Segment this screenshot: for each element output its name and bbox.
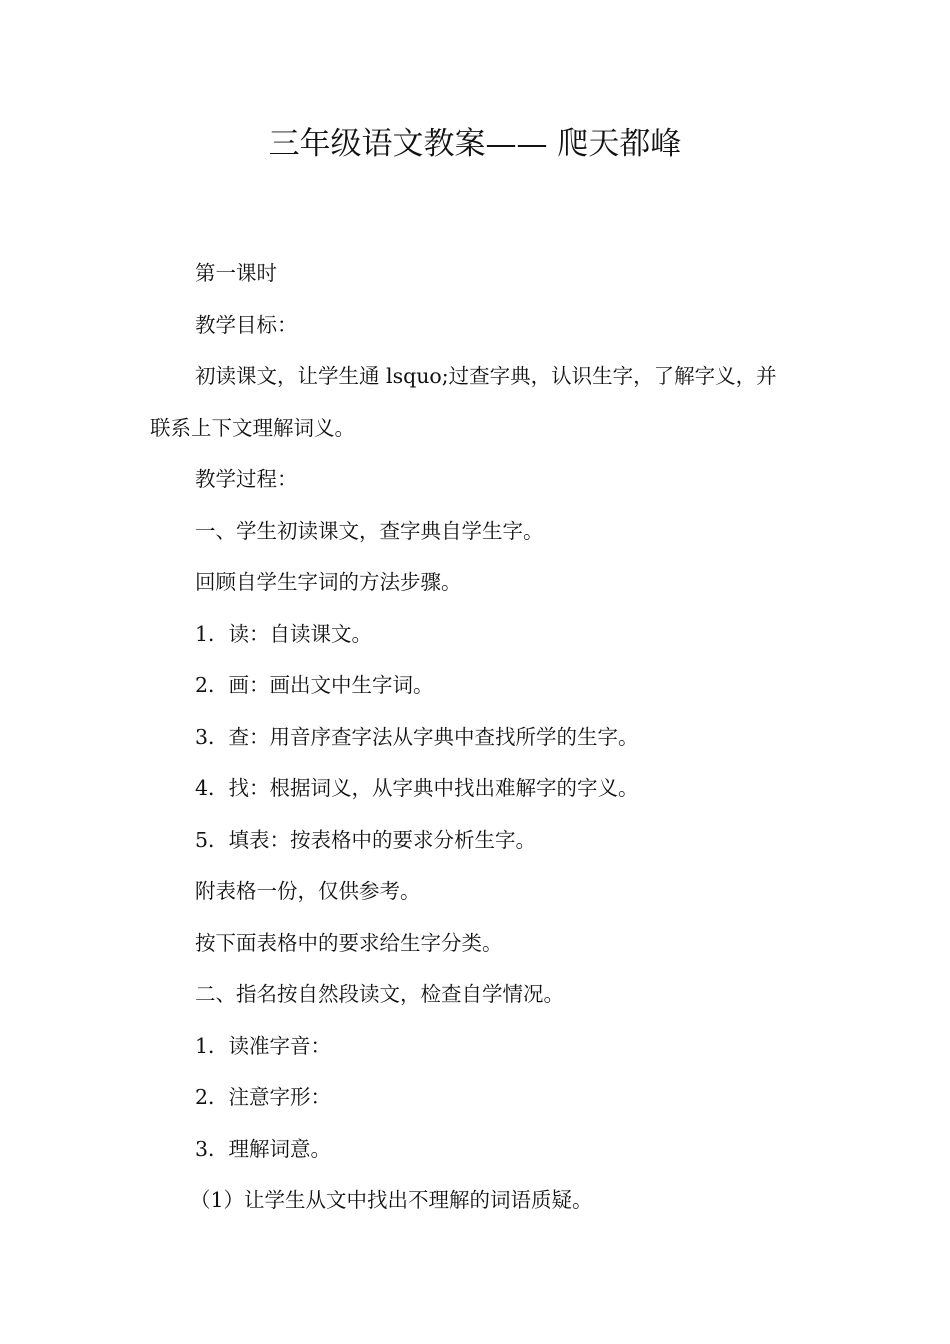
paragraph-step-one: 一、学生初读课文，查字典自学生字。: [195, 518, 544, 543]
paragraph-goal: 初读课文，让学生通 lsquo;过查字典，认识生字，了解字义，并联系上下文理解词义。: [150, 364, 777, 440]
document-body: [150, 248, 790, 1227]
paragraph-fill: 5．填表：按表格中的要求分析生字。: [195, 827, 537, 852]
paragraph-process-heading: 教学过程：: [195, 467, 298, 491]
paragraph-lesson: 第一课时: [195, 261, 277, 285]
paragraph-goal-heading: 教学目标：: [195, 312, 298, 337]
paragraph-read: 1．读：自读课文。: [195, 621, 373, 646]
paragraph-find: 4．找：根据词义，从字典中找出难解字的字义。: [195, 776, 639, 800]
paragraph-review: 回顾自学生字词的方法步骤。: [195, 570, 462, 594]
paragraph-pronunciation: 1．读准字音：: [195, 1033, 332, 1058]
paragraph-glyph: 2．注意字形：: [195, 1085, 332, 1109]
paragraph-meaning: 3．理解词意。: [195, 1136, 332, 1161]
paragraph-attached-table: 附表格一份，仅供参考。: [195, 879, 421, 903]
paragraph-draw: 2．画：画出文中生字词。: [195, 673, 434, 697]
paragraph-lookup: 3．查：用音序查字法从字典中查找所学的生字。: [195, 724, 639, 749]
paragraph-step-two: 二、指名按自然段读文，检查自学情况。: [195, 982, 564, 1006]
paragraph-classify: 按下面表格中的要求给生字分类。: [195, 930, 503, 955]
paragraph-question: （1）让学生从文中找出不理解的词语质疑。: [190, 1188, 593, 1212]
document-title: 三年级语文教案—— 爬天都峰: [268, 126, 682, 162]
